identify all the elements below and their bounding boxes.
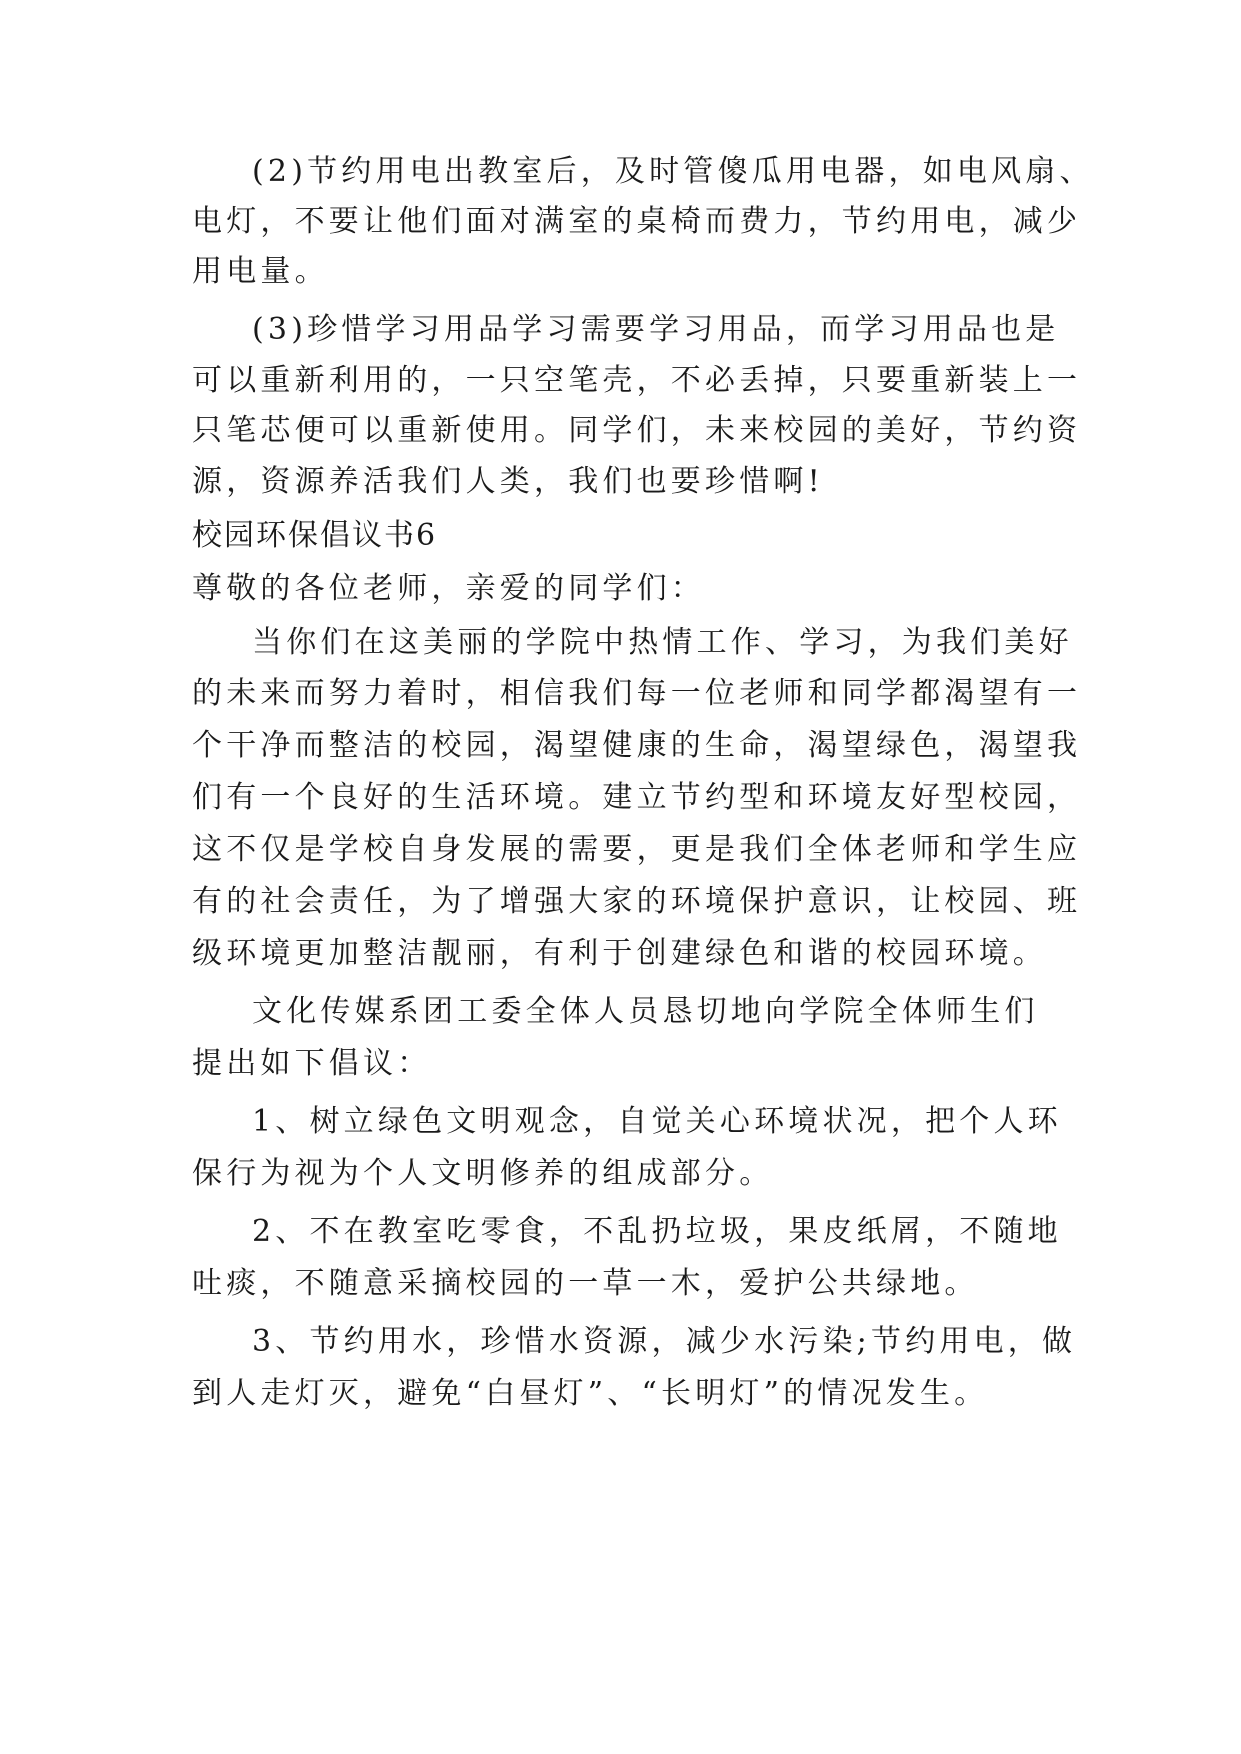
list-item-line: 保行为视为个人文明修养的组成部分。 xyxy=(192,1156,774,1191)
paragraph-line: 有的社会责任，为了增强大家的环境保护意识，让校园、班 xyxy=(192,884,1082,919)
paragraph-line: 们有一个良好的生活环境。建立节约型和环境友好型校园， xyxy=(192,780,1082,815)
paragraph-line: 级环境更加整洁靓丽，有利于创建绿色和谐的校园环境。 xyxy=(192,936,1047,971)
paragraph-line: 这不仅是学校自身发展的需要，更是我们全体老师和学生应 xyxy=(192,832,1082,867)
paragraph-line: (2)节约用电出教室后，及时管傻瓜用电器，如电风扇、 xyxy=(252,154,1094,189)
list-item-line: 1、树立绿色文明观念，自觉关心环境状况，把个人环 xyxy=(252,1104,1062,1139)
paragraph-line: 提出如下倡议： xyxy=(192,1046,432,1081)
list-item-line: 吐痰，不随意采摘校园的一草一木，爱护公共绿地。 xyxy=(192,1266,979,1301)
paragraph-line: (3)珍惜学习用品学习需要学习用品，而学习用品也是 xyxy=(252,312,1060,347)
paragraph-line: 个干净而整洁的校园，渴望健康的生命，渴望绿色，渴望我 xyxy=(192,728,1082,763)
paragraph-line: 当你们在这美丽的学院中热情工作、学习，为我们美好 xyxy=(252,625,1073,660)
list-item-line: 3、节约用水，珍惜水资源，减少水污染;节约用电，做 xyxy=(252,1324,1077,1359)
paragraph-line: 只笔芯便可以重新使用。同学们，未来校园的美好，节约资 xyxy=(192,413,1082,448)
paragraph-line: 文化传媒系团工委全体人员恳切地向学院全体师生们 xyxy=(252,994,1039,1029)
paragraph-line: 用电量。 xyxy=(192,254,329,289)
paragraph-line: 电灯，不要让他们面对满室的桌椅而费力，节约用电，减少 xyxy=(192,204,1082,239)
section-heading: 校园环保倡议书6 xyxy=(192,518,438,553)
salutation: 尊敬的各位老师，亲爱的同学们： xyxy=(192,571,705,606)
paragraph-line: 可以重新利用的，一只空笔壳，不必丢掉，只要重新装上一 xyxy=(192,363,1082,398)
list-item-line: 到人走灯灭，避免“白昼灯”、“长明灯”的情况发生。 xyxy=(192,1376,989,1411)
paragraph-line: 的未来而努力着时，相信我们每一位老师和同学都渴望有一 xyxy=(192,676,1082,711)
paragraph-line: 源，资源养活我们人类，我们也要珍惜啊! xyxy=(192,464,824,499)
list-item-line: 2、不在教室吃零食，不乱扔垃圾，果皮纸屑，不随地 xyxy=(252,1214,1062,1249)
